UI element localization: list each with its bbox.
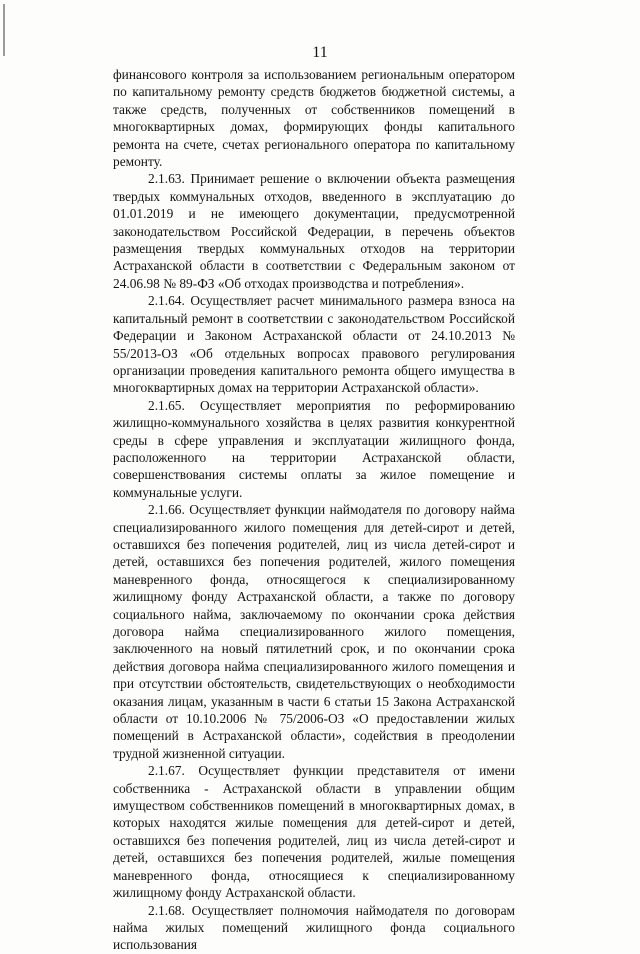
paragraph-2-1-65: 2.1.65. Осуществляет мероприятия по реформированию жилищно-коммунального хозяйства в целях развития конкурентной среды в сфере управления и эксплуатации жилищного фонда, расположенного на территории Астраханской области, совершенствования системы оплаты за жилое помещение и коммунальные услуги. [113, 397, 515, 500]
paragraph-2-1-63: 2.1.63. Принимает решение о включении объекта размещения твердых коммунальных отходов, введенного в эксплуатацию до 01.01.2019 и не имеющего документации, предусмотренной законодательством Российской Федерации, в перечень объектов размещения твердых коммунальных отходов на территории Астраханской области в соответствии с Федеральным законом от 24.06.98 № 89-ФЗ «Об отходах производства и потребления». [113, 171, 515, 291]
paragraph-2-1-68: 2.1.68. Осуществляет полномочия наймодателя по договорам найма жилых помещений жилищного фонда социального использования [113, 902, 515, 953]
paragraph-2-1-67: 2.1.67. Осуществляет функции представителя от имени собственника - Астраханской области в управлении общим имуществом собственников помещений в многоквартирных домах, в которых находятся жилые помещения для детей-сирот и детей, оставшихся без попечения родителей, лиц из числа детей-сирот и детей, оставшихся без попечения родителей, жилые помещения маневренного фонда, относящиеся к специализированному жилищному фонду Астраханской области. [113, 763, 515, 901]
page-number: 11 [312, 44, 328, 61]
paragraph-continuation: финансового контроля за использованием региональным оператором по капитальному ремонту средств бюджетов бюджетной системы, а также средств, полученных от собственников помещений в многоквартирных домах, формирующих фонды капитального ремонта на счете, счетах регионального оператора по капитальному ремонту. [113, 67, 515, 170]
document-body [113, 66, 515, 954]
paragraph-2-1-64: 2.1.64. Осуществляет расчет минимального размера взноса на капитальный ремонт в соответствии с законодательством Российской Федерации и Законом Астраханской области от 24.10.2013 № 55/2013-ОЗ «Об отдельных вопросах правового регулирования организации проведения капитального ремонта общего имущества в многоквартирных домах на территории Астраханской области». [113, 293, 515, 396]
paragraph-2-1-66: 2.1.66. Осуществляет функции наймодателя по договору найма специализированного жилого помещения для детей-сирот и детей, оставшихся без попечения родителей, лиц из числа детей-сирот и детей, оставшихся без попечения родителей, жилого помещения маневренного фонда, относящегося к специализированному жилищному фонду Астраханской области, а также по договору социального найма, заключаемому по окончании срока действия договора найма специализированного жилого помещения, заключенного на новый пятилетний срок, и по окончании срока действия договора найма специализированного жилого помещения и при отсутствии обстоятельств, свидетельствующих о необходимости оказания лицам, указанным в части 6 статьи 15 Закона Астраханской области от 10.10.2006 № 75/2006-ОЗ «О предоставлении жилых помещений в Астраханской области», содействия в преодолении трудной жизненной ситуации. [113, 502, 515, 761]
